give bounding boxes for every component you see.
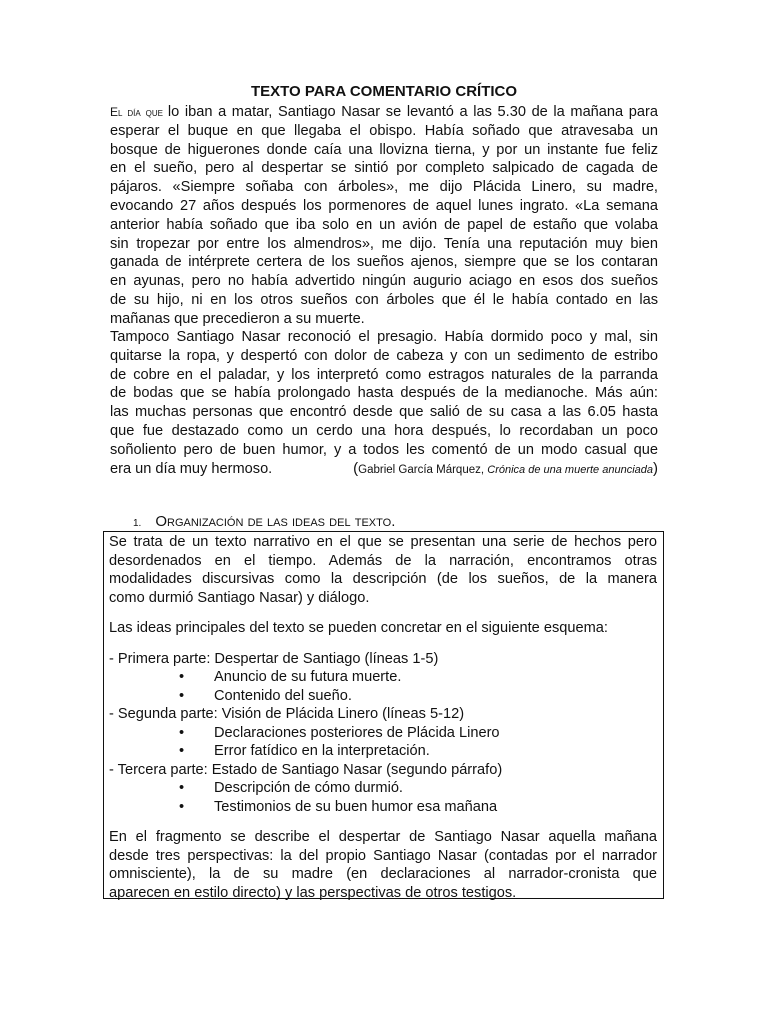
box-text-line: desordenados en el tiempo. Además de la narración, encontramos otras	[109, 552, 657, 569]
scheme-bullet: • Descripción de cómo durmió.	[109, 779, 657, 798]
scheme-bullet: • Contenido del sueño.	[109, 687, 657, 706]
section-number: 1.	[133, 518, 142, 529]
scheme-bullet: • Anuncio de su futura muerte.	[109, 668, 657, 687]
analysis-box	[103, 531, 664, 899]
lead-small-caps: El día que	[110, 105, 168, 119]
scheme-intro: Las ideas principales del texto se pueden concretar en el siguiente esquema:	[109, 620, 608, 636]
document-title: TEXTO PARA COMENTARIO CRÍTICO	[250, 83, 518, 100]
text-line: quitarse la ropa, y despertó con dolor de cabeza y con un sedimento de estribo	[110, 347, 658, 364]
scheme-part: - Tercera parte: Estado de Santiago Nasar (segundo párrafo)	[109, 761, 503, 778]
box-text-line: como durmió Santiago Nasar) y diálogo.	[109, 589, 370, 606]
text-line: ganada de intérprete certera de los sueños ajenos, siempre que se los contaran	[110, 254, 658, 271]
scheme-part: - Segunda parte: Visión de Plácida Linero (líneas 5-12)	[109, 706, 465, 722]
text-line: evocando 27 años después los pormenores de aquel lunes ingrato. «La semana	[110, 197, 658, 214]
text-line: mañanas que precedieron a su muerte.	[110, 310, 365, 327]
scheme-part: - Primera parte: Despertar de Santiago (líneas 1-5)	[109, 650, 439, 667]
box-text-line: modalidades discursivas como la descripción (de los sueños, de la manera	[109, 571, 657, 587]
scheme-bullet: • Testimonios de su buen humor esa mañana	[109, 798, 657, 817]
citation	[353, 460, 658, 477]
text-line: era un día muy hermoso.	[110, 460, 273, 477]
text-line: las muchas personas que encontró desde que salió de su casa a las 6.05 hasta	[110, 404, 658, 421]
text-line: pájaros. «Siempre soñaba con árboles», me dijo Plácida Linero, su madre,	[110, 179, 658, 196]
text-line: esperar el buque en que llegaba el obispo. Había soñado que atravesaba un	[110, 122, 658, 139]
section-heading	[133, 513, 395, 530]
box-text-line: aparecen en estilo directo) y las perspectivas de otros testigos.	[109, 884, 517, 901]
paragraph-1	[110, 103, 658, 329]
text-line: de cobre en el paladar, y los interpretó como estragos naturales de la parranda	[110, 366, 658, 383]
box-text-line: omnisciente), la de su madre (en declaraciones al narrador-cronista que	[109, 866, 657, 882]
blank-line	[109, 816, 657, 828]
section-heading-text: Organización de las ideas del texto.	[155, 513, 396, 530]
box-text-line: Se trata de un texto narrativo en el que se presentan una serie de hechos pero	[109, 534, 657, 550]
text-line: El día que lo iban a matar, Santiago Nasar se levantó a las 5.30 de la mañana para	[110, 104, 658, 120]
text-line: bosque de higuerones donde caía una llovizna tierna, y por un instante fue feliz	[110, 141, 658, 158]
text-line: de su hijo, ni en los otros sueños con árboles que él le había contado en las	[110, 291, 658, 308]
text-line: de bodas que se había prolongado hasta después de la medianoche. Más aún:	[110, 385, 658, 402]
citation-work: Crónica de una muerte anunciada	[487, 464, 653, 476]
box-text-line: En el fragmento se describe el despertar de Santiago Nasar aquella mañana	[109, 829, 657, 845]
text-line: Tampoco Santiago Nasar reconoció el presagio. Había dormido poco y mal, sin	[110, 329, 658, 345]
text-line: en el sueño, pero al despertar se sintió por completo salpicado de cagada de	[110, 160, 658, 177]
text-line: que fue destazado como un cerdo una hora después, lo recordaban un poco	[110, 422, 658, 439]
citation-close-paren: )	[653, 460, 658, 477]
text-line: soñoliento pero de buen humor, y a todos les comentó de un modo casual que	[110, 441, 658, 458]
paragraph-2	[110, 328, 658, 478]
citation-author: Gabriel García Márquez,	[358, 464, 485, 476]
box-text-line: desde tres perspectivas: la del propio Santiago Nasar (contadas por el narrador	[109, 847, 657, 864]
text-line: anterior había soñado que iba solo en un avión de papel de estaño que volaba	[110, 216, 658, 233]
blank-line	[109, 638, 657, 650]
scheme-bullet: • Declaraciones posteriores de Plácida Linero	[109, 724, 657, 743]
citation-open-paren: (	[353, 460, 359, 477]
text-line: en ayunas, pero no había advertido ningún augurio aciago en esos dos sueños	[110, 273, 658, 290]
scheme-bullet: • Error fatídico en la interpretación.	[109, 742, 657, 761]
text-line: sin tropezar por entre los almendros», me dijo. Tenía una reputación muy bien	[110, 235, 658, 252]
blank-line	[109, 607, 657, 619]
